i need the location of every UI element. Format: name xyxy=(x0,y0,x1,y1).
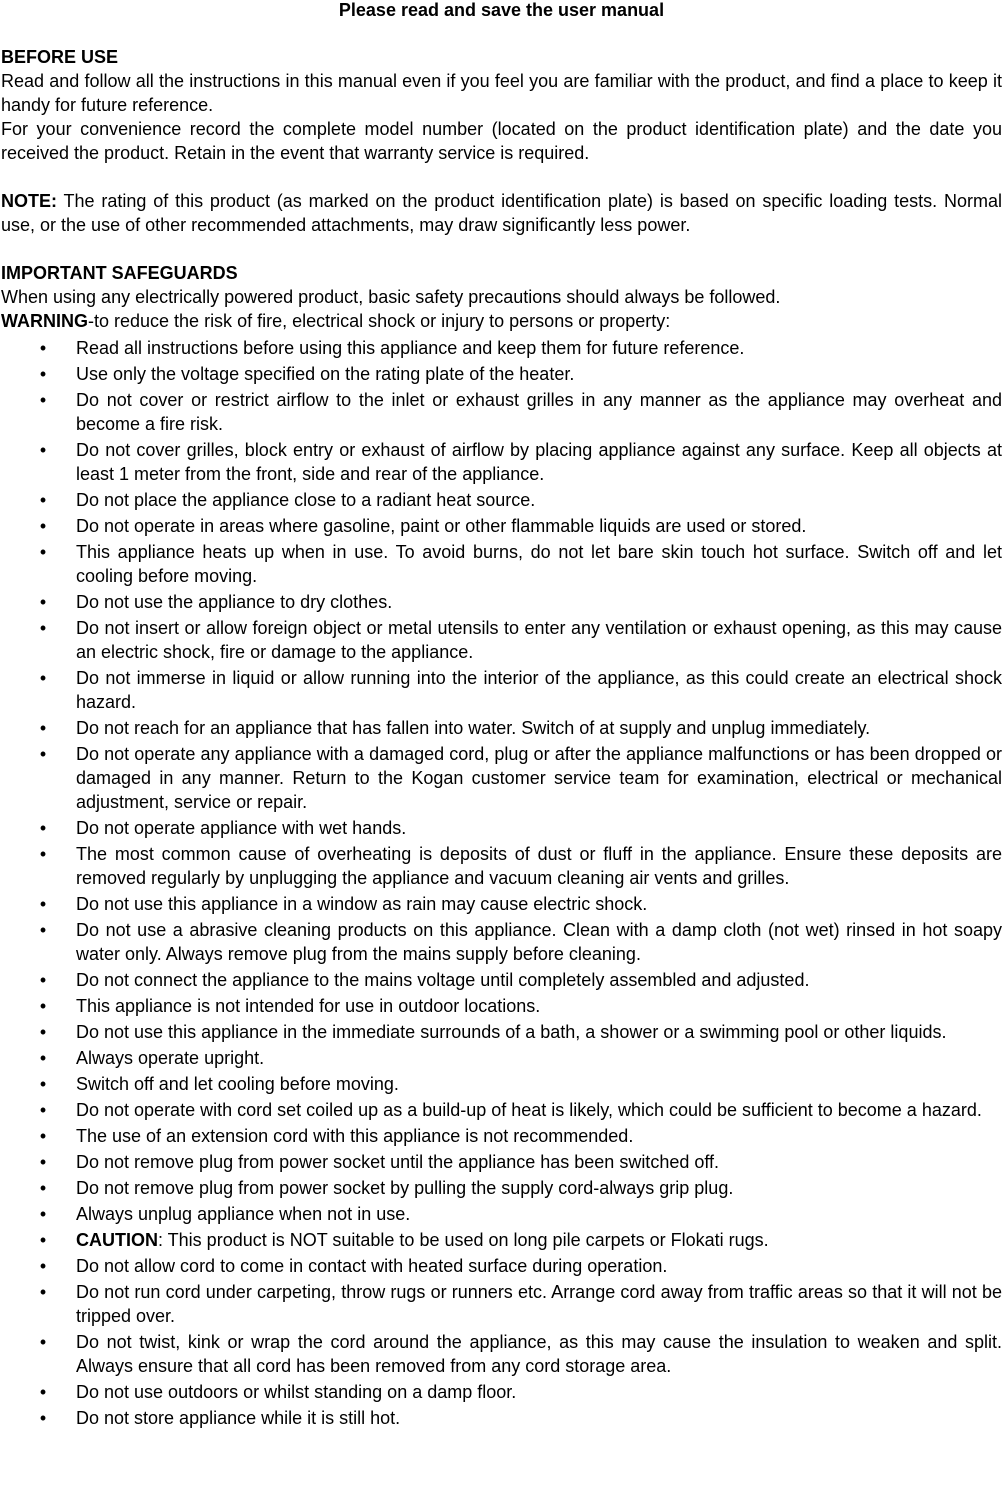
before-use-section xyxy=(1,45,1002,165)
safeguard-item xyxy=(1,1330,1002,1378)
bullet-icon: • xyxy=(39,996,47,1016)
warning-label: WARNING xyxy=(1,311,88,331)
safeguard-item-text: Do not operate any appliance with a damaged cord, plug or after the appliance malfunctions or has been dropped or damaged in any manner. Return to the Kogan customer service team for examination, electrical or mechanical adjustment, service or repair. xyxy=(76,744,1002,812)
bullet-icon: • xyxy=(39,668,47,688)
safeguards-heading: IMPORTANT SAFEGUARDS xyxy=(1,263,238,283)
bullet-icon: • xyxy=(39,364,47,384)
safeguard-item-text: This appliance is not intended for use in outdoor locations. xyxy=(76,996,541,1016)
safeguard-item xyxy=(1,540,1002,588)
safeguard-item-text: Do not run cord under carpeting, throw rugs or runners etc. Arrange cord away from traffic areas so that it will not be tripped over. xyxy=(76,1282,1002,1326)
safeguard-item-text: This appliance heats up when in use. To avoid burns, do not let bare skin touch hot surface. Switch off and let cooling before moving. xyxy=(76,542,1002,586)
bullet-icon: • xyxy=(39,1074,47,1094)
bullet-icon: • xyxy=(39,1332,47,1352)
safeguard-item-text: Do not use outdoors or whilst standing on a damp floor. xyxy=(76,1382,517,1402)
spacer xyxy=(1,21,1002,45)
bullet-icon: • xyxy=(39,744,47,764)
bullet-icon: • xyxy=(39,920,47,940)
safeguard-item-text: Do not remove plug from power socket by pulling the supply cord-always grip plug. xyxy=(76,1178,734,1198)
bullet-icon: • xyxy=(39,1230,47,1250)
safeguards-section xyxy=(1,261,1002,1430)
safeguard-item xyxy=(1,742,1002,814)
bullet-icon: • xyxy=(39,1204,47,1224)
safeguard-item xyxy=(1,514,1002,538)
spacer xyxy=(1,237,1002,261)
bullet-icon: • xyxy=(39,1022,47,1042)
safeguard-item xyxy=(1,362,1002,386)
safeguards-list xyxy=(1,336,1002,1430)
bullet-icon: • xyxy=(39,440,47,460)
bullet-icon: • xyxy=(39,618,47,638)
safeguard-item-text: Do not cover grilles, block entry or exhaust of airflow by placing appliance against any surface. Keep all objects at least 1 meter from the front, side and rear of the appliance. xyxy=(76,440,1002,484)
note-paragraph xyxy=(1,189,1002,237)
safeguard-item xyxy=(1,994,1002,1018)
safeguard-item-text: Do not remove plug from power socket until the appliance has been switched off. xyxy=(76,1152,720,1172)
bullet-icon: • xyxy=(39,894,47,914)
safeguard-item xyxy=(1,1254,1002,1278)
safeguard-item-text: Read all instructions before using this appliance and keep them for future reference. xyxy=(76,338,745,358)
safeguard-item xyxy=(1,1046,1002,1070)
safeguard-item xyxy=(1,892,1002,916)
spacer xyxy=(1,165,1002,189)
safeguard-item xyxy=(1,816,1002,840)
bullet-icon: • xyxy=(39,542,47,562)
safeguard-item xyxy=(1,1406,1002,1430)
bullet-icon: • xyxy=(39,1178,47,1198)
bullet-icon: • xyxy=(39,516,47,536)
safeguard-item-text: Do not reach for an appliance that has fallen into water. Switch of at supply and unplug immediately. xyxy=(76,718,871,738)
safeguard-item xyxy=(1,438,1002,486)
safeguard-item-text: Always unplug appliance when not in use. xyxy=(76,1204,411,1224)
before-use-heading: BEFORE USE xyxy=(1,47,119,67)
safeguard-item-text: Do not immerse in liquid or allow running into the interior of the appliance, as this could create an electrical shock hazard. xyxy=(76,668,1002,712)
bullet-icon: • xyxy=(39,490,47,510)
before-use-paragraph-2: For your convenience record the complete model number (located on the product identification plate) and the date you received the product. Retain in the event that warranty service is required. xyxy=(1,119,1002,163)
bullet-icon: • xyxy=(39,818,47,838)
safeguard-item-text: Do not use a abrasive cleaning products on this appliance. Clean with a damp cloth (not wet) rinsed in hot soapy water only. Always remove plug from the mains supply before cleaning. xyxy=(76,920,1002,964)
safeguard-item xyxy=(1,1124,1002,1148)
safeguard-item-text: The most common cause of overheating is deposits of dust or fluff in the appliance. Ensure these deposits are removed regularly by unplugging the appliance and vacuum cleaning air vents and grilles. xyxy=(76,844,1002,888)
safeguard-item-text: Do not place the appliance close to a radiant heat source. xyxy=(76,490,536,510)
safeguard-item xyxy=(1,1228,1002,1252)
safeguard-item-text: The use of an extension cord with this appliance is not recommended. xyxy=(76,1126,634,1146)
safeguard-item-text: Do not cover or restrict airflow to the inlet or exhaust grilles in any manner as the appliance may overheat and become a fire risk. xyxy=(76,390,1002,434)
before-use-paragraph-1: Read and follow all the instructions in this manual even if you feel you are familiar with the product, and find a place to keep it handy for future reference. xyxy=(1,71,1002,115)
safeguard-item-text: Do not connect the appliance to the mains voltage until completely assembled and adjusted. xyxy=(76,970,810,990)
safeguard-item-text: Do not store appliance while it is still hot. xyxy=(76,1408,401,1428)
safeguard-item xyxy=(1,1072,1002,1096)
safeguards-intro: When using any electrically powered product, basic safety precautions should always be followed. xyxy=(1,287,781,307)
safeguard-item-text: Do not operate with cord set coiled up as a build-up of heat is likely, which could be sufficient to become a hazard. xyxy=(76,1100,982,1120)
safeguard-item xyxy=(1,918,1002,966)
safeguard-item xyxy=(1,1280,1002,1328)
bullet-icon: • xyxy=(39,1382,47,1402)
note-text: The rating of this product (as marked on the product identification plate) is based on specific loading tests. Normal use, or the use of other recommended attachments, may draw significantly less power. xyxy=(1,191,1002,235)
safeguard-item xyxy=(1,842,1002,890)
safeguard-item xyxy=(1,666,1002,714)
warning-line xyxy=(1,309,1002,333)
safeguard-item xyxy=(1,968,1002,992)
warning-text: -to reduce the risk of fire, electrical shock or injury to persons or property: xyxy=(88,311,671,331)
safeguard-item xyxy=(1,488,1002,512)
bullet-icon: • xyxy=(39,1408,47,1428)
safeguard-item xyxy=(1,388,1002,436)
safeguard-item xyxy=(1,1098,1002,1122)
safeguard-item-text: Do not operate in areas where gasoline, paint or other flammable liquids are used or stored. xyxy=(76,516,807,536)
bullet-icon: • xyxy=(39,1256,47,1276)
safeguard-item-text: Do not allow cord to come in contact with heated surface during operation. xyxy=(76,1256,668,1276)
caution-label: CAUTION xyxy=(76,1230,158,1250)
bullet-icon: • xyxy=(39,592,47,612)
note-label: NOTE: xyxy=(1,191,57,211)
safeguard-item xyxy=(1,336,1002,360)
note-section xyxy=(1,189,1002,237)
safeguard-item-text: Do not use this appliance in a window as rain may cause electric shock. xyxy=(76,894,648,914)
safeguard-item-text: Always operate upright. xyxy=(76,1048,265,1068)
safeguard-item xyxy=(1,1020,1002,1044)
safeguard-item-text: Use only the voltage specified on the rating plate of the heater. xyxy=(76,364,575,384)
bullet-icon: • xyxy=(39,1100,47,1120)
bullet-icon: • xyxy=(39,970,47,990)
safeguard-item xyxy=(1,590,1002,614)
bullet-icon: • xyxy=(39,1152,47,1172)
safeguard-item xyxy=(1,1380,1002,1404)
safeguard-item-text: : This product is NOT suitable to be used on long pile carpets or Flokati rugs. xyxy=(158,1230,769,1250)
safeguard-item xyxy=(1,1150,1002,1174)
safeguard-item xyxy=(1,1176,1002,1200)
safeguard-item-text: Do not twist, kink or wrap the cord around the appliance, as this may cause the insulation to weaken and split. Always ensure that all cord has been removed from any cord storage area. xyxy=(76,1332,1002,1376)
safeguard-item-text: Do not insert or allow foreign object or metal utensils to enter any ventilation or exhaust opening, as this may cause an electric shock, fire or damage to the appliance. xyxy=(76,618,1002,662)
safeguard-item-text: Do not use this appliance in the immediate surrounds of a bath, a shower or a swimming pool or other liquids. xyxy=(76,1022,947,1042)
safeguard-item-text: Switch off and let cooling before moving. xyxy=(76,1074,399,1094)
safeguard-item xyxy=(1,616,1002,664)
bullet-icon: • xyxy=(39,1282,47,1302)
page-title: Please read and save the user manual xyxy=(338,0,665,20)
bullet-icon: • xyxy=(39,1126,47,1146)
bullet-icon: • xyxy=(39,718,47,738)
bullet-icon: • xyxy=(39,1048,47,1068)
bullet-icon: • xyxy=(39,338,47,358)
bullet-icon: • xyxy=(39,390,47,410)
safeguard-item xyxy=(1,716,1002,740)
bullet-icon: • xyxy=(39,844,47,864)
safeguard-item xyxy=(1,1202,1002,1226)
safeguard-item-text: Do not operate appliance with wet hands. xyxy=(76,818,407,838)
safeguard-item-text: Do not use the appliance to dry clothes. xyxy=(76,592,393,612)
